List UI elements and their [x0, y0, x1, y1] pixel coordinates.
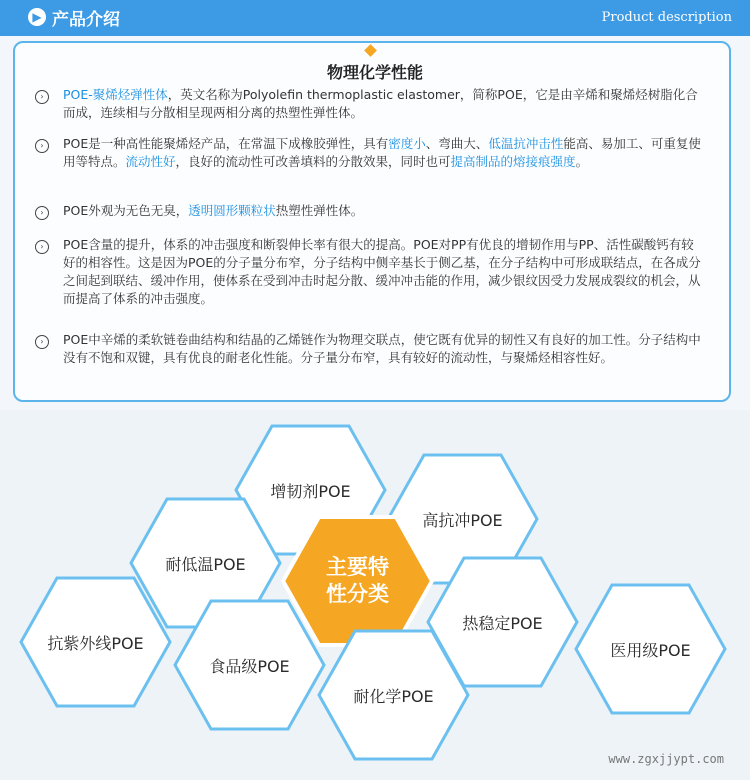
- hex-label: 高抗冲POE: [422, 510, 503, 530]
- highlight-text: 透明圆形颗粒状: [188, 203, 276, 218]
- highlight-text: 低温抗冲击性: [488, 136, 564, 151]
- paragraph-text: POE是一种高性能聚烯烃产品，在常温下成橡胶弹性，具有: [63, 136, 389, 151]
- paragraph-text: 、弯曲大、: [425, 136, 489, 151]
- hex-chemical-resistant: [316, 628, 471, 762]
- hex-label: 耐化学POE: [353, 686, 434, 706]
- section-subtitle: Product description: [601, 10, 732, 25]
- paragraph-text: 能高、易加工、可重复使用等特点。: [63, 136, 701, 169]
- paragraph-5: POE中辛烯的柔软链卷曲结构和结晶的乙烯链作为物理交联点，使它既有优异的韧性又有良好的加工性。分子结构中没有不饱和双键，具有优良的耐老化性能。分子量分布窄，具有较好的流动性，与聚烯烃相容性好。: [63, 332, 701, 365]
- hex-label: 食品级POE: [209, 656, 290, 676]
- hex-food-grade: [172, 598, 327, 732]
- highlight-text: POE-聚烯烃弹性体: [63, 87, 168, 102]
- paragraph-4: POE含量的提升，体系的冲击强度和断裂伸长率有很大的提高。POE对PP有优良的增韧作用与PP、活性碳酸钙有较好的相容性。这是因为POE的分子量分布窄，分子结构中侧辛基长于侧乙基，在分子结构中可形成联结点，在各成分之间起到联结、缓冲作用，使体系在受到冲击时起分散、缓冲冲击能的作用，减少银纹因受力发展成裂纹的机会，从而提高了体系的冲击强度。: [63, 237, 701, 306]
- paragraph-text: ，良好的流动性可改善填料的分散效果，同时也可: [175, 154, 451, 169]
- section-tag: [28, 6, 120, 28]
- play-circle-icon: ▶: [28, 8, 46, 26]
- hex-uv-resistant: [18, 575, 173, 709]
- paragraph-text: 。: [575, 154, 589, 169]
- hex-label: 抗紫外线POE: [47, 633, 144, 653]
- circle-arrow-icon: ›: [35, 240, 49, 254]
- hex-label: 热稳定POE: [462, 613, 543, 633]
- circle-arrow-icon: ›: [35, 139, 49, 153]
- paragraph-2: [63, 135, 703, 171]
- section-title: 产品介绍: [52, 9, 120, 30]
- circle-arrow-icon: ›: [35, 90, 49, 104]
- paragraph-text: ，英文名称为Polyolefin thermoplastic elastomer，简称POE，它是由辛烯和聚烯烃树脂化合而成，连续相与分散相呈现两相分离的热塑性弹性体。: [63, 87, 698, 120]
- circle-arrow-icon: ›: [35, 206, 49, 220]
- hex-label: 耐低温POE: [165, 554, 246, 574]
- paragraph-1: [63, 86, 703, 122]
- hex-label: 增韧剂POE: [270, 481, 351, 501]
- site-watermark: www.zgxjjypt.com: [608, 752, 724, 766]
- highlight-text: 密度小: [388, 136, 426, 151]
- circle-arrow-icon: ›: [35, 335, 49, 349]
- hex-label: 医用级POE: [610, 640, 691, 660]
- paragraph-text: POE外观为无色无臭，: [63, 203, 189, 218]
- section-header: [0, 0, 750, 36]
- center-line-1: 主要特: [326, 555, 389, 579]
- highlight-text: 流动性好: [125, 154, 176, 169]
- highlight-text: 提高制品的熔接痕强度: [450, 154, 576, 169]
- paragraph-3: [63, 202, 703, 220]
- paragraph-text: 热塑性弹性体。: [275, 203, 364, 218]
- center-line-2: 性分类: [326, 582, 389, 606]
- hex-medical: [573, 582, 728, 716]
- card-title: 物理化学性能: [326, 63, 423, 82]
